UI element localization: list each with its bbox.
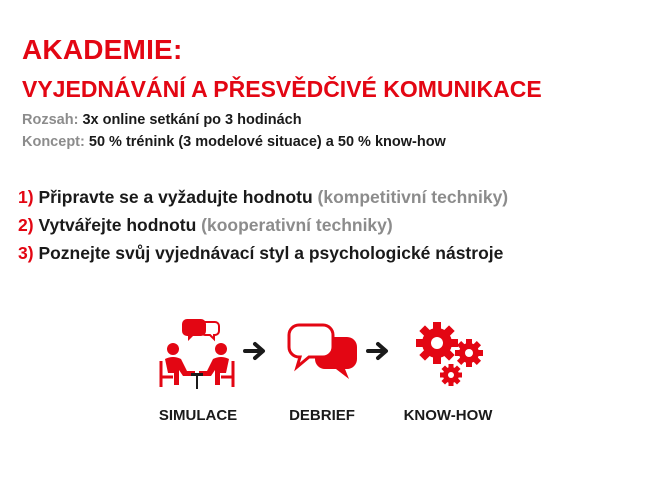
list-item <box>18 239 508 267</box>
concept-label: Koncept: <box>22 134 85 150</box>
flow-label: DEBRIEF <box>289 407 355 424</box>
scope-line <box>22 112 302 128</box>
flow-step-know-how <box>383 315 513 424</box>
process-flow <box>0 315 650 435</box>
concept-value: 50 % trénink (3 modelové situace) a 50 % know-how <box>88 134 446 150</box>
scope-value: 3x online setkání po 3 hodinách <box>82 112 302 128</box>
list-item <box>18 183 508 211</box>
gears-icon <box>403 315 493 395</box>
speech-bubbles-icon <box>277 315 367 395</box>
point-note: (kompetitivní techniky) <box>317 187 509 207</box>
point-text: Vytvářejte hodnotu <box>38 215 197 235</box>
flow-label: KNOW-HOW <box>403 407 493 424</box>
point-number: 2) <box>18 215 34 235</box>
concept-line <box>22 134 446 150</box>
page-subtitle: VYJEDNÁVÁNÍ A PŘESVĚDČIVÉ KOMUNIKACE <box>22 76 542 102</box>
point-text: Připravte se a vyžadujte hodnotu <box>38 187 313 207</box>
point-number: 3) <box>18 243 34 263</box>
list-item <box>18 211 508 239</box>
point-number: 1) <box>18 187 34 207</box>
flow-label: SIMULACE <box>158 407 238 424</box>
point-text: Poznejte svůj vyjednávací styl a psychologické nástroje <box>38 243 504 263</box>
point-note: (kooperativní techniky) <box>201 215 393 235</box>
page-title: AKADEMIE: <box>22 34 183 65</box>
people-talking-icon <box>153 315 243 395</box>
key-points-list <box>18 183 508 267</box>
scope-label: Rozsah: <box>22 112 79 128</box>
